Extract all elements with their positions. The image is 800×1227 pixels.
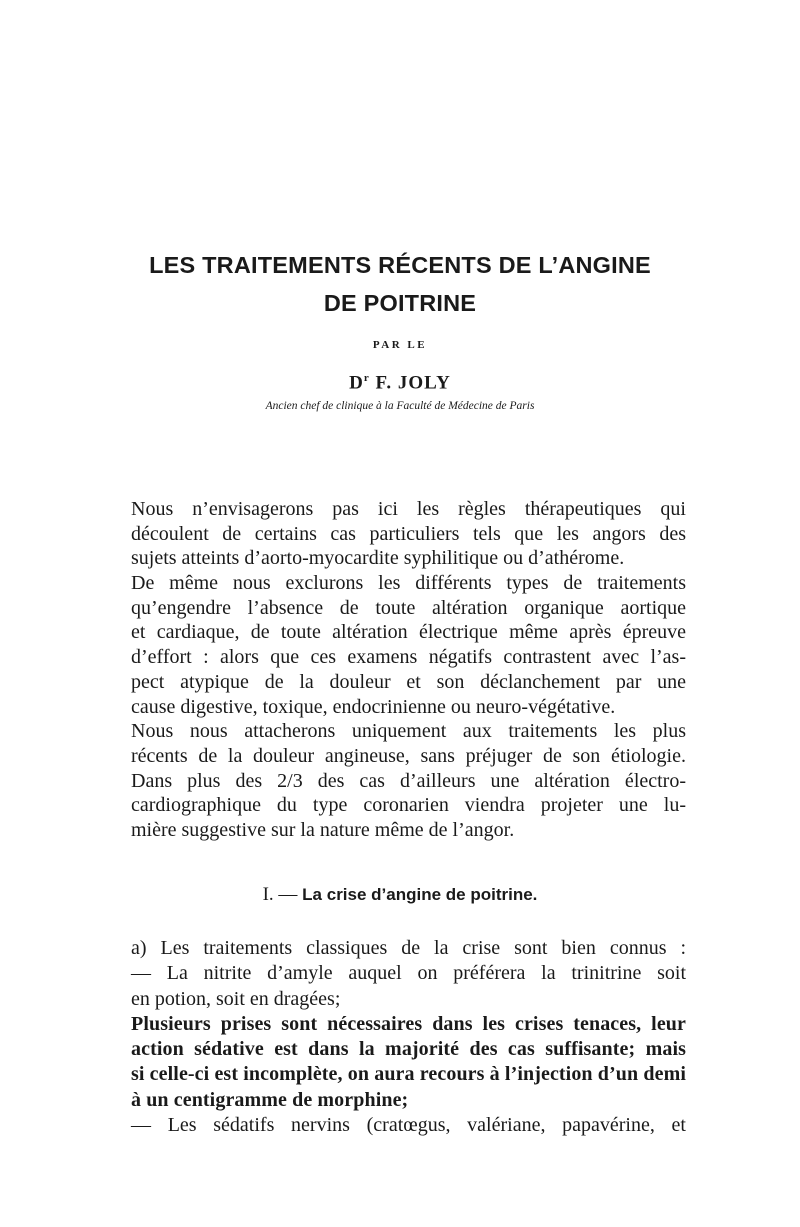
text-line: De même nous exclurons les différents types de traitements <box>131 572 686 595</box>
text-line: récents de la douleur angineuse, sans préjuger de son étiologie. <box>131 744 686 767</box>
text-line: découlent de certains cas particuliers tels que les angors des <box>131 522 686 545</box>
text-line: cardiographique du type coronarien viendra projeter une lu- <box>131 794 686 817</box>
author-name <box>0 372 800 394</box>
text-line: Nous nous attacherons uniquement aux traitements les plus <box>131 720 686 743</box>
article-title <box>100 246 700 322</box>
text-line: action sédative est dans la majorité des cas suffisante; mais <box>131 1038 686 1061</box>
text-line: mière suggestive sur la nature même de l’angor. <box>131 818 515 841</box>
text-line: — Les sédatifs nervins (cratœgus, valériane, papavérine, et <box>131 1114 686 1137</box>
intro-paragraphs <box>131 497 686 843</box>
text-line: cause digestive, toxique, endocrinienne ou neuro-végétative. <box>131 695 616 718</box>
section-heading <box>0 884 800 906</box>
text-line: Dans plus des 2/3 des cas d’ailleurs une altération électro- <box>131 769 686 792</box>
article-title-line-1: LES TRAITEMENTS RÉCENTS DE L’ANGINE <box>149 252 651 278</box>
section-title: La crise d’angine de poitrine. <box>302 885 538 904</box>
text-line: pect atypique de la douleur et son déclanchement par une <box>131 670 686 693</box>
text-line: d’effort : alors que ces examens négatifs contrastent avec l’as- <box>131 646 686 669</box>
author-title-superscript: r <box>363 372 370 384</box>
text-line: Plusieurs prises sont nécessaires dans les crises tenaces, leur <box>131 1012 686 1035</box>
text-line: si celle-ci est incomplète, on aura recours à l’injection d’un demi <box>131 1063 686 1086</box>
section-paragraphs <box>131 936 686 1138</box>
text-line: à un centigramme de morphine; <box>131 1088 409 1111</box>
article-title-line-2: DE POITRINE <box>323 290 477 316</box>
author-affiliation: Ancien chef de clinique à la Faculté de Médecine de Paris <box>265 400 535 412</box>
text-line: — La nitrite d’amyle auquel on préférera la trinitrine soit <box>131 962 686 985</box>
section-number: I. — <box>262 884 303 905</box>
author-title-prefix: D <box>349 372 364 394</box>
text-line: sujets atteints d’aorto-myocardite syphilitique ou d’athérome. <box>131 547 625 570</box>
text-line: et cardiaque, de toute altération électrique même après épreuve <box>131 621 686 644</box>
text-line: qu’engendre l’absence de toute altération organique aortique <box>131 596 686 619</box>
author-surname: F. JOLY <box>369 372 451 394</box>
byline: PAR LE <box>372 339 428 351</box>
text-line: a) Les traitements classiques de la crise sont bien connus : <box>131 937 686 959</box>
text-line: en potion, soit en dragées; <box>131 987 341 1010</box>
text-line: Nous n’envisagerons pas ici les règles thérapeutiques qui <box>131 498 686 520</box>
